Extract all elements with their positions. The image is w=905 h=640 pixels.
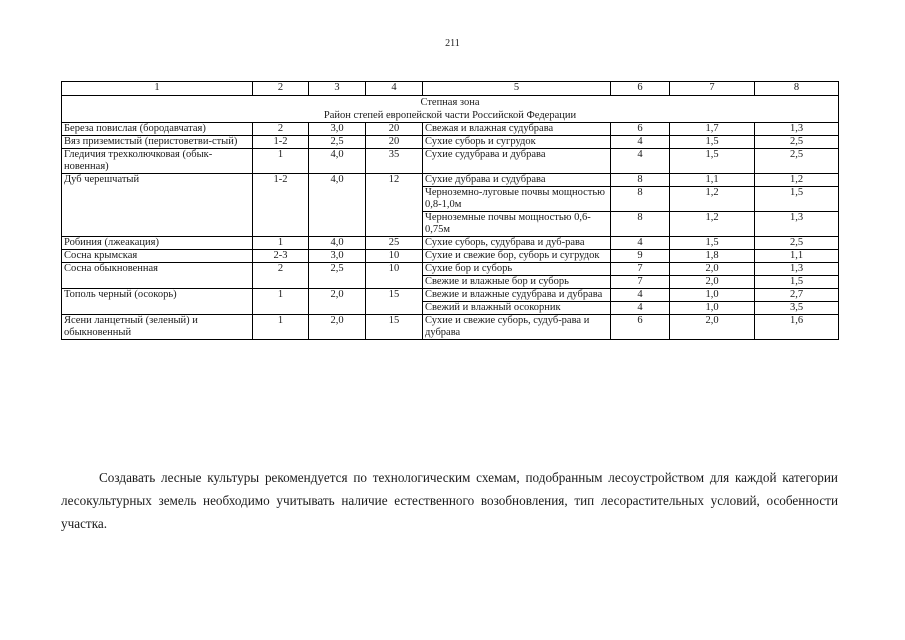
condition-cell: Сухие суборь и сугрудок bbox=[423, 136, 611, 149]
species-cell: Тополь черный (осокорь) bbox=[62, 289, 253, 315]
species-cell: Робиния (лжеакация) bbox=[62, 237, 253, 250]
value-cell-c8: 2,7 bbox=[755, 289, 839, 302]
species-cell: Ясени ланцетный (зеленый) и обыкновенный bbox=[62, 315, 253, 340]
value-cell-c6: 4 bbox=[611, 289, 670, 302]
table-row bbox=[62, 289, 839, 302]
value-cell-c8: 1,6 bbox=[755, 315, 839, 340]
value-cell-c7: 1,5 bbox=[670, 149, 755, 174]
value-cell-c3: 4,0 bbox=[309, 149, 366, 174]
value-cell-c6: 4 bbox=[611, 149, 670, 174]
condition-cell: Сухие и свежие бор, суборь и сугрудок bbox=[423, 250, 611, 263]
value-cell-c8: 2,5 bbox=[755, 237, 839, 250]
value-cell-c2: 1-2 bbox=[253, 136, 309, 149]
condition-cell: Черноземные почвы мощностью 0,6-0,75м bbox=[423, 212, 611, 237]
value-cell-c8: 2,5 bbox=[755, 136, 839, 149]
value-cell-c2: 2 bbox=[253, 263, 309, 289]
value-cell-c7: 1,2 bbox=[670, 187, 755, 212]
condition-cell: Сухие дубрава и судубрава bbox=[423, 174, 611, 187]
condition-cell: Сухие судубрава и дубрава bbox=[423, 149, 611, 174]
table-row bbox=[62, 315, 839, 340]
value-cell-c4: 15 bbox=[366, 289, 423, 315]
species-cell: Береза повислая (бородавчатая) bbox=[62, 123, 253, 136]
value-cell-c7: 1,0 bbox=[670, 289, 755, 302]
value-cell-c3: 2,5 bbox=[309, 263, 366, 289]
value-cell-c3: 2,0 bbox=[309, 289, 366, 315]
condition-cell: Свежий и влажный осокорник bbox=[423, 302, 611, 315]
value-cell-c8: 1,3 bbox=[755, 123, 839, 136]
header-row bbox=[62, 82, 839, 96]
value-cell-c4: 10 bbox=[366, 250, 423, 263]
species-cell: Гледичия трехколючковая (обык-новенная) bbox=[62, 149, 253, 174]
value-cell-c4: 15 bbox=[366, 315, 423, 340]
zone-heading-cell bbox=[62, 96, 839, 123]
value-cell-c6: 8 bbox=[611, 187, 670, 212]
value-cell-c3: 4,0 bbox=[309, 237, 366, 250]
column-header: 7 bbox=[670, 82, 755, 96]
species-cell: Сосна обыкновенная bbox=[62, 263, 253, 289]
condition-cell: Свежая и влажная судубрава bbox=[423, 123, 611, 136]
value-cell-c6: 7 bbox=[611, 276, 670, 289]
value-cell-c7: 1,2 bbox=[670, 212, 755, 237]
value-cell-c2: 2 bbox=[253, 123, 309, 136]
value-cell-c7: 1,8 bbox=[670, 250, 755, 263]
value-cell-c4: 35 bbox=[366, 149, 423, 174]
value-cell-c7: 2,0 bbox=[670, 315, 755, 340]
value-cell-c7: 1,7 bbox=[670, 123, 755, 136]
value-cell-c2: 1-2 bbox=[253, 174, 309, 237]
value-cell-c7: 1,1 bbox=[670, 174, 755, 187]
value-cell-c8: 2,5 bbox=[755, 149, 839, 174]
value-cell-c4: 20 bbox=[366, 136, 423, 149]
column-header: 8 bbox=[755, 82, 839, 96]
value-cell-c3: 3,0 bbox=[309, 250, 366, 263]
value-cell-c8: 1,3 bbox=[755, 263, 839, 276]
value-cell-c2: 1 bbox=[253, 237, 309, 250]
table-row bbox=[62, 136, 839, 149]
condition-cell: Черноземно-луговые почвы мощностью 0,8-1,0м bbox=[423, 187, 611, 212]
value-cell-c7: 1,5 bbox=[670, 136, 755, 149]
condition-cell: Свежие и влажные судубрава и дубрава bbox=[423, 289, 611, 302]
species-cell: Вяз приземистый (перистоветви-стый) bbox=[62, 136, 253, 149]
value-cell-c2: 1 bbox=[253, 315, 309, 340]
table-row bbox=[62, 123, 839, 136]
value-cell-c6: 9 bbox=[611, 250, 670, 263]
value-cell-c6: 8 bbox=[611, 212, 670, 237]
value-cell-c6: 7 bbox=[611, 263, 670, 276]
condition-cell: Сухие бор и суборь bbox=[423, 263, 611, 276]
value-cell-c4: 25 bbox=[366, 237, 423, 250]
table-row bbox=[62, 237, 839, 250]
species-cell: Сосна крымская bbox=[62, 250, 253, 263]
value-cell-c6: 4 bbox=[611, 302, 670, 315]
value-cell-c7: 2,0 bbox=[670, 276, 755, 289]
value-cell-c4: 20 bbox=[366, 123, 423, 136]
value-cell-c8: 1,5 bbox=[755, 187, 839, 212]
table-row bbox=[62, 263, 839, 276]
value-cell-c3: 3,0 bbox=[309, 123, 366, 136]
value-cell-c2: 1 bbox=[253, 149, 309, 174]
region-title: Район степей европейской части Российской Федерации bbox=[323, 110, 577, 121]
column-header: 2 bbox=[253, 82, 309, 96]
zone-row bbox=[62, 96, 839, 123]
condition-cell: Свежие и влажные бор и суборь bbox=[423, 276, 611, 289]
value-cell-c6: 6 bbox=[611, 123, 670, 136]
zone-title: Степная зона bbox=[420, 97, 480, 108]
condition-cell: Сухие и свежие суборь, судуб-рава и дубрава bbox=[423, 315, 611, 340]
table-row bbox=[62, 174, 839, 187]
value-cell-c2: 1 bbox=[253, 289, 309, 315]
body-paragraph: Создавать лесные культуры рекомендуется по технологическим схемам, подобранным лесоустройством для каждой категории лесокультурных земель необходимо учитывать наличие естественного возобновления, тип лесорастительных условий, особенности участка. bbox=[61, 470, 838, 531]
value-cell-c4: 12 bbox=[366, 174, 423, 237]
table-row bbox=[62, 149, 839, 174]
value-cell-c7: 2,0 bbox=[670, 263, 755, 276]
column-header: 6 bbox=[611, 82, 670, 96]
species-table bbox=[61, 81, 839, 340]
value-cell-c3: 2,5 bbox=[309, 136, 366, 149]
column-header: 3 bbox=[309, 82, 366, 96]
value-cell-c8: 1,5 bbox=[755, 276, 839, 289]
value-cell-c4: 10 bbox=[366, 263, 423, 289]
value-cell-c7: 1,0 bbox=[670, 302, 755, 315]
column-header: 4 bbox=[366, 82, 423, 96]
condition-cell: Сухие суборь, судубрава и дуб-рава bbox=[423, 237, 611, 250]
species-cell: Дуб черешчатый bbox=[62, 174, 253, 237]
value-cell-c6: 4 bbox=[611, 237, 670, 250]
value-cell-c3: 2,0 bbox=[309, 315, 366, 340]
column-header: 5 bbox=[423, 82, 611, 96]
page-number: 211 bbox=[445, 38, 460, 49]
value-cell-c7: 1,5 bbox=[670, 237, 755, 250]
value-cell-c8: 1,2 bbox=[755, 174, 839, 187]
value-cell-c6: 4 bbox=[611, 136, 670, 149]
value-cell-c8: 3,5 bbox=[755, 302, 839, 315]
value-cell-c8: 1,1 bbox=[755, 250, 839, 263]
value-cell-c3: 4,0 bbox=[309, 174, 366, 237]
value-cell-c8: 1,3 bbox=[755, 212, 839, 237]
value-cell-c2: 2-3 bbox=[253, 250, 309, 263]
table-row bbox=[62, 250, 839, 263]
value-cell-c6: 8 bbox=[611, 174, 670, 187]
value-cell-c6: 6 bbox=[611, 315, 670, 340]
column-header: 1 bbox=[62, 82, 253, 96]
